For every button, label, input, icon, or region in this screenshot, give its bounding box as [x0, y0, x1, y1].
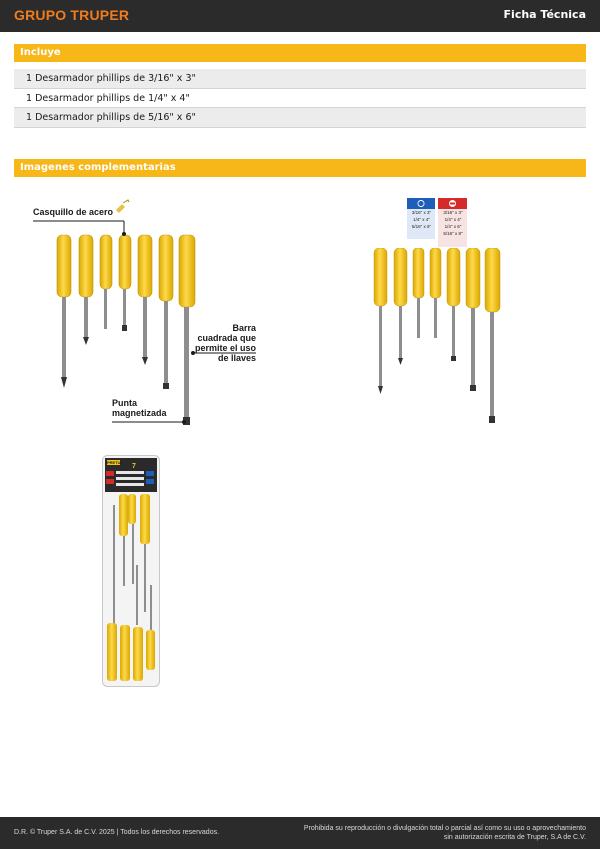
- includes-item: [14, 69, 586, 88]
- flat-size: 1/4" x 4": [444, 217, 462, 222]
- flat-size-list: [439, 209, 467, 237]
- header-bar: [0, 0, 600, 32]
- product-image-callouts: [28, 195, 268, 435]
- includes-item-text: 1 Desarmador phillips de 1/4" x 4": [26, 93, 190, 104]
- copyright-text: D.R. © Truper S.A. de C.V. 2025 | Todos los derechos reservados.: [14, 829, 220, 836]
- product-image-sizes: [370, 195, 505, 430]
- includes-title: Incluye: [20, 47, 61, 58]
- screwdriver-phillips: [79, 235, 93, 345]
- screwdriver-phillips: [138, 235, 152, 365]
- phillips-size: 5/16" x 6": [411, 224, 432, 229]
- phillips-size: 1/4" x 4": [413, 217, 430, 222]
- screwdriver-flat: [119, 235, 131, 331]
- flat-size: 3/16" x 3": [443, 210, 463, 215]
- callout-square-bar: Barra cuadrada que permite el uso de llaves: [194, 323, 256, 363]
- callout-magnetic-tip: Punta magnetizada: [112, 398, 167, 418]
- includes-item: [14, 108, 586, 127]
- package-count: 7: [132, 463, 136, 470]
- includes-item-text: 1 Desarmador phillips de 5/16" x 6": [26, 112, 196, 123]
- includes-item-text: 1 Desarmador phillips de 3/16" x 3": [26, 73, 196, 84]
- brand-logo: GRUPO TRUPER: [14, 7, 130, 23]
- screwdriver-phillips: [57, 235, 71, 388]
- product-image-package: [102, 455, 160, 687]
- screwdriver-row-illustration: [370, 248, 505, 428]
- flat-size: 5/16" x 8": [443, 231, 463, 236]
- phillips-size: 3/16" x 3": [411, 210, 432, 215]
- flat-size: 1/4" x 6": [444, 224, 462, 229]
- screwdriver-flat: [100, 235, 112, 329]
- footer-bar: [0, 817, 600, 849]
- package-brand: PRETUL: [107, 460, 123, 465]
- blister-package-illustration: [102, 455, 160, 687]
- includes-section-header: [14, 44, 586, 62]
- phillips-size-list: [408, 209, 435, 230]
- includes-item: [14, 89, 586, 108]
- callout-steel-cap: Casquillo de acero: [33, 207, 114, 217]
- screwdriver-flat: [159, 235, 173, 389]
- divider: [14, 127, 586, 128]
- legal-notice: Prohibida su reproducción o divulgación total o parcial así como su uso o aprovechamiento sin autorización escrita de Truper, S.A de C.V.: [303, 825, 586, 841]
- document-type: Ficha Técnica: [503, 8, 586, 21]
- images-section-title: Imagenes complementarias: [20, 162, 176, 173]
- images-section-header: [14, 159, 586, 177]
